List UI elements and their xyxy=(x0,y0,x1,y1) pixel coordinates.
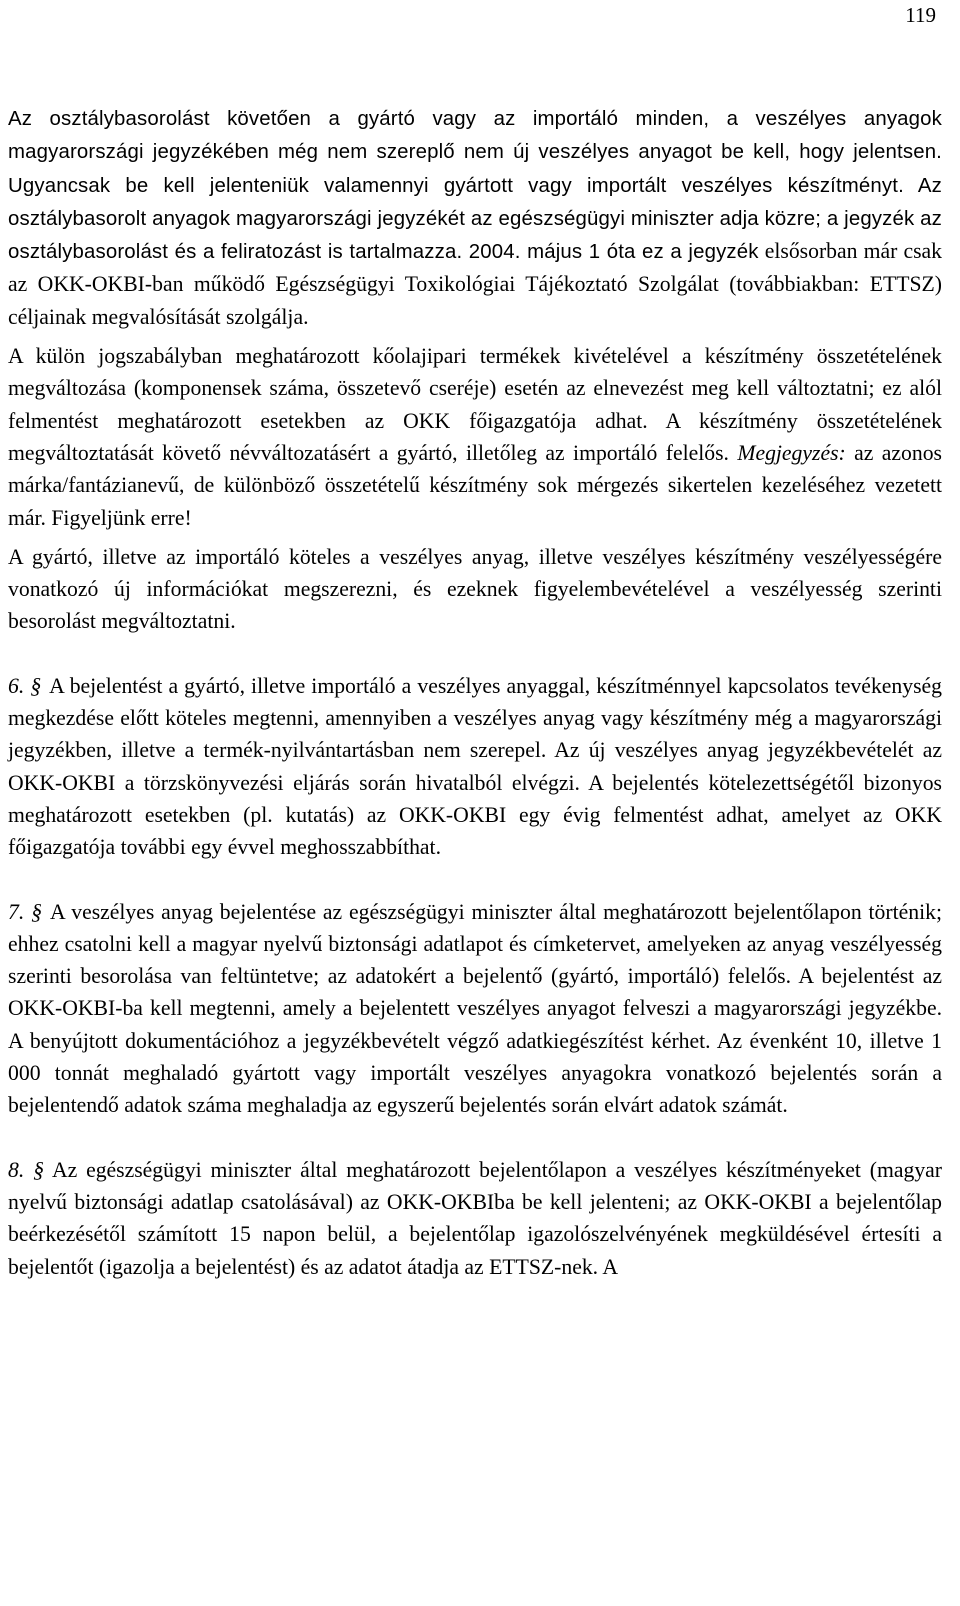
paragraph-classification-sans-text: Az osztálybasorolást követően a gyártó vagy az importáló minden, a veszélyes anyagok magyarországi jegyzékében még nem szereplő nem új veszélyes anyagot be kell, hogy jelentsen. Ugyancsak be kell jelenteniük valamennyi gyártott vagy importált veszélyes készítményt. Az osztálybasorolt anyagok magyarországi jegyzékét az egészségügyi miniszter adja közre; a jegyzék az osztálybasorolást és a feliratozást is tartalmazza. 2004. május 1 óta ez a jegyzék xyxy=(8,108,942,264)
section-8 xyxy=(8,1154,942,1283)
section-6 xyxy=(8,670,942,864)
paragraph-new-information: A gyártó, illetve az importáló köteles a veszélyes anyag, illetve veszélyes készítmény veszélyességére vonatkozó új információkat megszerezni, és ezeknek figyelembevételével a veszélyesség szerinti besorolást megváltoztatni. xyxy=(8,544,942,634)
page-number: 119 xyxy=(905,3,936,27)
section-8-paragraph-sign: § xyxy=(33,1157,44,1182)
paragraph-classification xyxy=(8,102,942,333)
section-8-number: 8. xyxy=(8,1157,25,1182)
section-6-number: 6. xyxy=(8,673,25,698)
section-7 xyxy=(8,896,942,1122)
section-6-text: A bejelentést a gyártó, illetve importáló a veszélyes anyaggal, készítménnyel kapcsolatos tevékenység megkezdése előtt köteles megtenni, amennyiben a veszélyes anyag vagy készítmény még a magyarországi jegyzékben, illetve a termék-nyilvántartásban nem szerepel. Az új veszélyes anyag jegyzékbevételét az OKK-OKBI a törzskönyvezési eljárás során hivatalból elvégzi. A bejelentés kötelezettségétől bizonyos meghatározott esetekben (pl. kutatás) az OKK-OKBI egy évig felmentést adhat, amelyet az OKK főigazgatója további egy évvel meghosszabbíthat. xyxy=(8,673,943,860)
note-text: az azonos márka/fantázianevű, de különböző összetételű készítmény sok mérgezés sikertelen kezeléséhez vezetett már. Figyeljünk erre! xyxy=(8,440,942,530)
paragraph-name-change xyxy=(8,340,942,534)
paragraph-classification-serif-text: elsősorban már csak az OKK-OKBI-ban működő Egészségügyi Toxikológiai Tájékoztató Szolgálat (továbbiakban: ETTSZ) céljainak megvalósítását szolgálja. xyxy=(8,239,942,329)
section-7-paragraph-sign: § xyxy=(31,899,42,924)
section-7-number: 7. xyxy=(8,899,25,924)
note-label: Megjegyzés: xyxy=(737,440,846,465)
section-6-paragraph-sign: § xyxy=(30,673,42,698)
section-8-text: Az egészségügyi miniszter által meghatározott bejelentőlapon a veszélyes készítményeket (magyar nyelvű biztonsági adatlap csatolásával) az OKK-OKBIba be kell jelenteni; az OKK-OKBI a bejelentőlap beérkezésétől számított 15 napon belül, a bejelentőlap igazolószelvényének megküldésével értesíti a bejelentőt (igazolja a bejelentést) és az adatot átadja az ETTSZ-nek. A xyxy=(8,1157,943,1279)
document-body xyxy=(8,102,942,1283)
paragraph-name-change-text: A külön jogszabályban meghatározott kőolajipari termékek kivételével a készítmény összetételének megváltozása (komponensek száma, összetevő cseréje) esetén az elnevezést meg kell változtatni; ez alól felmentést meghatározott esetekben az OKK főigazgatója adhat. A készítmény összetételének megváltoztatását követő névváltozatásért a gyártó, illetőleg az importáló felelős. xyxy=(8,344,942,465)
section-7-text: A veszélyes anyag bejelentése az egészségügyi miniszter által meghatározott bejelentőlapon történik; ehhez csatolni kell a magyar nyelvű biztonsági adatlapot és címketervet, amelyeken az anyag veszélyesség szerinti besorolása van feltüntetve; az adatokért a bejelentő (gyártó, importáló) felelős. A bejelentést az OKK-OKBI-ba kell megtenni, amely a bejelentett veszélyes anyagot felveszi a magyarországi jegyzékbe. A benyújtott dokumentációhoz a jegyzékbevételt végző adatkiegészítést kérhet. Az évenként 10, illetve 1 000 tonnát meghaladó gyártott vagy importált veszélyes anyagokra vonatkozó bejelentés során a bejelentendő adatok száma meghaladja az egyszerű bejelentés során elvárt adatok számát. xyxy=(8,899,942,1118)
